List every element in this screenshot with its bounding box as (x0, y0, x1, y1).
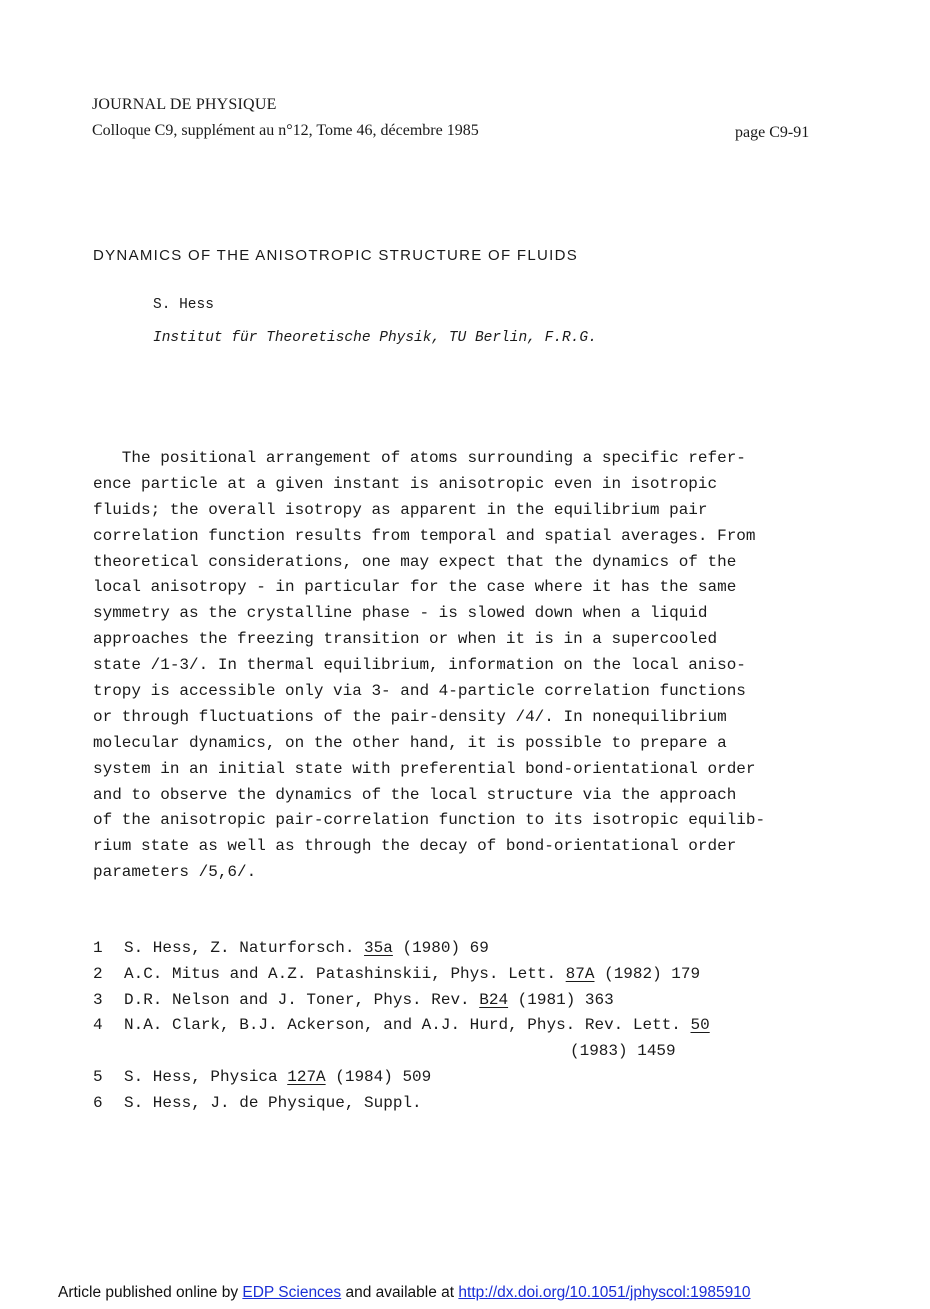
reference-volume: 35a (364, 939, 393, 957)
abstract-line: of the anisotropic pair-correlation function to its isotropic equilib- (93, 811, 766, 830)
author-name: S. Hess (153, 297, 214, 313)
reference-volume: 50 (690, 1016, 710, 1035)
abstract-line: The positional arrangement of atoms surrounding a specific refer- (93, 449, 746, 467)
reference-year-page: (1980) 69 (392, 939, 489, 957)
abstract-line: tropy is accessible only via 3- and 4-particle correlation functions (93, 682, 746, 701)
reference-citation: D.R. Nelson and J. Toner, Phys. Rev. (124, 990, 480, 1009)
abstract-line: correlation function results from temporal and spatial averages. From (93, 526, 756, 545)
article-title: DYNAMICS OF THE ANISOTROPIC STRUCTURE OF FLUIDS (93, 247, 579, 264)
reference-volume: 127A (287, 1068, 326, 1087)
footer-prefix: Article published online by (58, 1284, 243, 1301)
reference-year-page: (1983) 1459 (570, 1042, 676, 1061)
reference-text (124, 939, 489, 957)
publication-footer (58, 1284, 751, 1302)
reference-citation: A.C. Mitus and A.Z. Patashinskii, Phys. Lett. (124, 964, 566, 983)
reference-number: 3 (93, 990, 103, 1009)
abstract-line: symmetry as the crystalline phase - is slowed down when a liquid (93, 604, 708, 623)
reference-number: 2 (93, 964, 103, 983)
abstract-line: theoretical considerations, one may expect that the dynamics of the (93, 552, 737, 571)
reference-text (124, 1016, 710, 1034)
reference-citation: S. Hess, Z. Naturforsch. (124, 939, 365, 957)
abstract-line: local anisotropy - in particular for the case where it has the same (93, 578, 737, 597)
reference-citation: S. Hess, J. de Physique, Suppl. (124, 1093, 422, 1112)
reference-citation: N.A. Clark, B.J. Ackerson, and A.J. Hurd, Phys. Rev. Lett. (124, 1016, 691, 1035)
reference-text (124, 1068, 431, 1086)
reference-year-page: (1981) 363 (508, 990, 614, 1009)
colloque-info: Colloque C9, supplément au n°12, Tome 46, décembre 1985 (92, 122, 479, 139)
abstract-line: approaches the freezing transition or when it is in a supercooled (93, 630, 718, 649)
abstract-line: ence particle at a given instant is anisotropic even in isotropic (93, 474, 718, 493)
reference-year-page: (1982) 179 (594, 964, 701, 983)
abstract-line: state /1-3/. In thermal equilibrium, information on the local aniso- (93, 656, 746, 675)
abstract-line: molecular dynamics, on the other hand, it is possible to prepare a (93, 733, 727, 752)
reference-volume: B24 (479, 990, 509, 1009)
abstract-line: or through fluctuations of the pair-density /4/. In nonequilibrium (93, 707, 727, 726)
reference-number: 1 (93, 939, 103, 957)
journal-name: JOURNAL DE PHYSIQUE (92, 96, 277, 113)
abstract-line: rium state as well as through the decay of bond-orientational order (93, 837, 737, 856)
abstract-line: fluids; the overall isotropy as apparent in the equilibrium pair (93, 500, 708, 519)
reference-number: 6 (93, 1093, 103, 1112)
author-affiliation: Institut für Theoretische Physik, TU Berlin, F.R.G. (153, 330, 597, 346)
page-number: page C9-91 (735, 124, 810, 141)
abstract-line: and to observe the dynamics of the local structure via the approach (93, 785, 737, 804)
reference-text (124, 965, 700, 983)
footer-middle: and available at (341, 1284, 459, 1301)
abstract-line: parameters /5,6/. (93, 863, 257, 882)
reference-volume: 87A (565, 964, 595, 983)
reference-number: 4 (93, 1016, 103, 1035)
reference-text (124, 991, 614, 1009)
abstract-line: system in an initial state with preferential bond-orientational order (93, 759, 756, 778)
publisher-link[interactable]: EDP Sciences (242, 1284, 342, 1301)
reference-number: 5 (93, 1068, 103, 1087)
abstract-body (93, 446, 853, 886)
reference-year-page: (1984) 509 (325, 1068, 432, 1087)
reference-citation: S. Hess, Physica (124, 1068, 288, 1087)
doi-link[interactable]: http://dx.doi.org/10.1051/jphyscol:1985910 (458, 1284, 751, 1301)
reference-text (124, 1094, 422, 1112)
